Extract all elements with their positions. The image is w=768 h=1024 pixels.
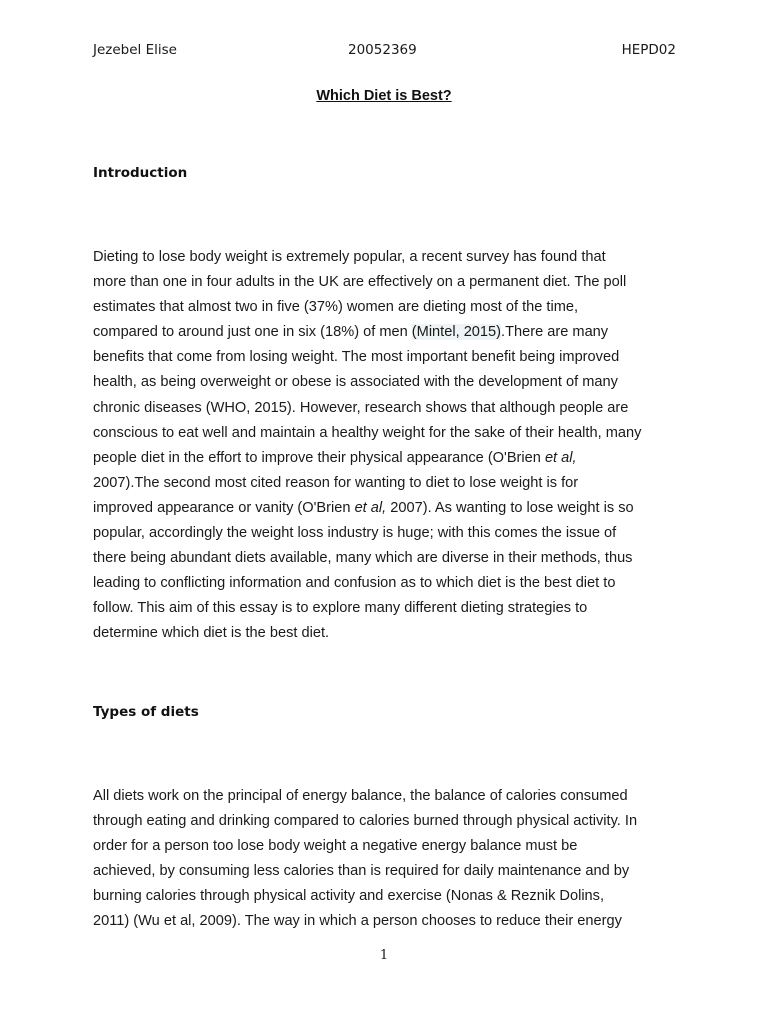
paragraph-line: improved appearance or vanity (O'Brien et al, 2007). As wanting to lose weight is so xyxy=(93,499,634,516)
introduction-paragraph xyxy=(93,245,676,647)
header-student-id: 20052369 xyxy=(348,42,417,58)
header-module-code: HEPD02 xyxy=(621,42,676,58)
paragraph-line: determine which diet is the best diet. xyxy=(93,625,330,642)
paragraph-line: 2007).The second most cited reason for wanting to diet to lose weight is for xyxy=(93,474,579,491)
header-author: Jezebel Elise xyxy=(93,42,177,58)
paragraph-line: compared to around just one in six (18%) of men (Mintel, 2015).There are many xyxy=(93,324,609,341)
paragraph-line: burning calories through physical activity and exercise (Nonas & Reznik Dolins, xyxy=(93,888,605,905)
page-header xyxy=(93,42,676,62)
paragraph-line: conscious to eat well and maintain a healthy weight for the sake of their health, many xyxy=(93,424,642,441)
paragraph-line: there being abundant diets available, many which are diverse in their methods, thus xyxy=(93,550,633,567)
paragraph-line: estimates that almost two in five (37%) women are dieting most of the time, xyxy=(93,299,579,316)
page-number: 1 xyxy=(379,948,389,963)
italic-et-al: et al, xyxy=(544,449,577,466)
paragraph-line: order for a person too lose body weight a negative energy balance must be xyxy=(93,838,578,855)
paragraph-line: popular, accordingly the weight loss industry is huge; with this comes the issue of xyxy=(93,525,617,542)
paragraph-line: leading to conflicting information and confusion as to which diet is the best diet to xyxy=(93,575,616,592)
paragraph-line: achieved, by consuming less calories than is required for daily maintenance and by xyxy=(93,863,630,880)
paragraph-line: 2011) (Wu et al, 2009). The way in which a person chooses to reduce their energy xyxy=(93,913,622,930)
types-of-diets-paragraph xyxy=(93,784,676,935)
paragraph-line: more than one in four adults in the UK are effectively on a permanent diet. The poll xyxy=(93,274,627,291)
paragraph-line: people diet in the effort to improve their physical appearance (O'Brien et al, xyxy=(93,449,577,466)
italic-et-al: et al, xyxy=(354,499,387,516)
types-of-diets-heading: Types of diets xyxy=(93,704,199,720)
introduction-heading: Introduction xyxy=(93,165,188,181)
paragraph-line: Dieting to lose body weight is extremely popular, a recent survey has found that xyxy=(93,249,606,265)
paragraph-line: follow. This aim of this essay is to explore many different dieting strategies to xyxy=(93,600,588,617)
document-title: Which Diet is Best? xyxy=(316,88,452,104)
paragraph-line: benefits that come from losing weight. The most important benefit being improved xyxy=(93,349,620,366)
paragraph-line: health, as being overweight or obese is associated with the development of many xyxy=(93,374,618,391)
citation-highlight: (Mintel, 2015) xyxy=(411,324,502,341)
paragraph-line: All diets work on the principal of energy balance, the balance of calories consumed xyxy=(93,788,628,804)
paragraph-line: through eating and drinking compared to calories burned through physical activity. In xyxy=(93,813,638,830)
paragraph-line: chronic diseases (WHO, 2015). However, research shows that although people are xyxy=(93,399,629,416)
